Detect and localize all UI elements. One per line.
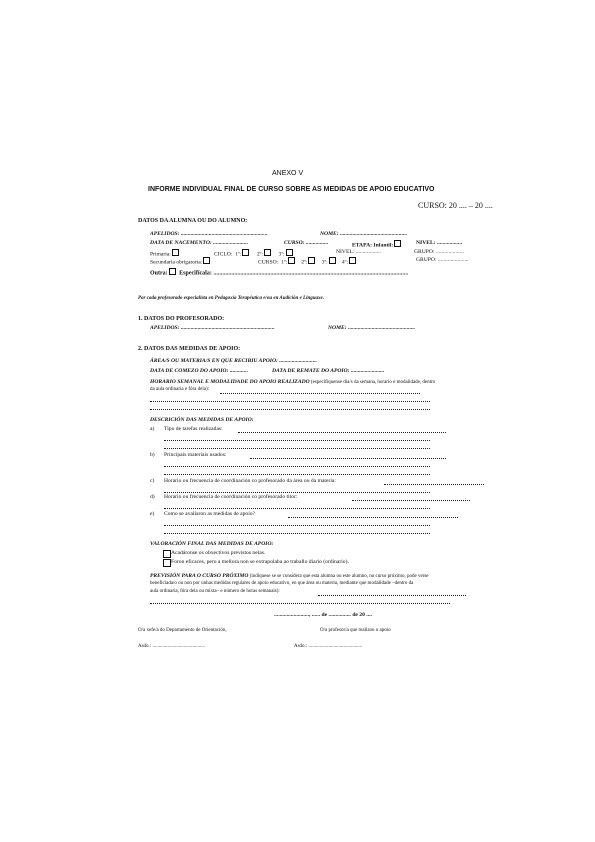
schedule-line-2[interactable] [150,401,430,402]
item-a-label: Tipo de tarefas realizadas: [164,426,223,432]
section1-heading: 1. DATOS DO PROFESORADO: [138,316,225,322]
effective-not-extrapolated-checkbox[interactable] [163,559,171,567]
section2-heading: 2. DATOS DAS MEDIDAS DE APOIO: [138,346,241,352]
orientation-head-signature[interactable]: Asdo.: .......................................... [138,644,205,649]
forecast-note-line2: beneficiada/o ou non por unhas medidas regulares de apoio educativo, en que área ou materia, mediante que modalidade –dentro da [150,581,414,586]
forecast-line-1[interactable] [318,595,466,596]
teacher-apelidos-field[interactable]: APELIDOS: ................................................................... [150,325,275,331]
forecast-line-2[interactable] [150,603,450,604]
ciclo-row: CICLO: 1º: 2º: 3º: [214,249,295,258]
schedule-line-1[interactable] [220,393,420,394]
schedule-note-continued: da aula ordinaria e fóra dela): [150,387,209,392]
primaria-checkbox[interactable] [172,249,179,256]
item-e-line-3[interactable] [164,533,430,534]
student-heading: DATOS DA ALUMNA OU DO ALUMNO: [138,218,248,224]
secundaria-row: Secundaria obrigatoria: [150,257,212,266]
item-e-line-1[interactable] [288,517,458,518]
item-e-line-2[interactable] [164,525,430,526]
schedule-label: HORARIO SEMANAL E MODALIDADE DO APOIO REALIZADO (especifíquense día/s da semana, horario e modalidade, dentro [150,379,436,385]
birth-date-field[interactable]: DATA DE NACEMENTO: ......................... [150,240,249,246]
secundaria-curso-row: CURSO: 1º: 2º: 3º: 4º: [258,257,358,266]
forecast-label: PREVISIÓN PARA O CURSO PRÓXIMO (indíquese se se considera que esta alumna ou este alumno, no curso próximo, pode verse [150,573,429,579]
item-a-line-1[interactable] [238,432,446,433]
student-apelidos-field[interactable]: APELIDOS: .............................................................. [150,231,268,237]
ciclo-2-checkbox[interactable] [264,249,271,256]
item-b-line-2[interactable] [164,466,430,467]
student-curso-field[interactable]: CURSO: ................ [284,240,329,246]
objectives-achieved-checkbox[interactable] [163,550,171,558]
curso-2-checkbox[interactable] [308,257,315,264]
item-d-label: Horario ou frecuencia de coordinación co profesorado titor: [164,494,298,500]
curso-4-checkbox[interactable] [349,257,356,264]
description-heading: DESCRICIÓN DAS MEDIDAS DE APOIO: [150,417,254,423]
item-a-line-2[interactable] [164,440,430,441]
especificala-field[interactable]: Especifícala: .................................................................................................................................. [179,270,409,277]
primaria-nivel-field[interactable]: NIVEL: .................. [336,249,381,255]
item-b-line-1[interactable] [250,458,446,459]
support-end-date-field[interactable]: DATA DE REMATE DO APOIO: ........................ [272,368,385,374]
ciclo-3-checkbox[interactable] [286,249,293,256]
student-nome-field[interactable]: NOME: ................................................ [320,231,408,237]
orientation-head-label: O/a xefe/a do Departamento de Orientación, [138,628,227,633]
item-d-line-2[interactable] [164,508,430,509]
item-c-line-1[interactable] [384,484,484,485]
item-b-letter: b) [150,452,155,458]
secundaria-checkbox[interactable] [203,257,210,264]
annex-label: ANEXO V [272,170,304,177]
curso-1-checkbox[interactable] [288,257,295,264]
secundaria-grupo-field[interactable]: GRUPO: ...................... [416,257,469,263]
curso-3-checkbox[interactable] [329,257,336,264]
schedule-line-3[interactable] [150,409,430,410]
item-b-line-3[interactable] [164,474,430,475]
item-d-line-1[interactable] [352,500,470,501]
support-teacher-label: O/a profesor/a que realizou o apoio [320,628,391,633]
item-c-label: Horario ou frecuencia de coordinación co profesorado da área ou da materia: [164,478,336,484]
item-e-label: Como se avaliaron as medidas de apoio? [164,511,256,517]
item-a-line-3[interactable] [164,448,430,449]
form-title: INFORME INDIVIDUAL FINAL DE CURSO SOBRE AS MEDIDAS DE APOIO EDUCATIVO [148,186,435,193]
infantil-checkbox[interactable] [394,240,401,247]
specialist-note: Por cada profesorado especialista en Pedagoxía Terapéutica e/ou en Audición e Linguaxe. [138,296,325,301]
outra-checkbox[interactable] [169,268,176,275]
primaria-grupo-field[interactable]: GRUPO: .................... [414,249,464,255]
ciclo-1-checkbox[interactable] [242,249,249,256]
etapa-label: ETAPA: Infantil: [352,240,403,249]
item-d-letter: d) [150,494,155,500]
item-c-letter: c) [150,478,155,484]
course-year[interactable]: CURSO: 20 .... – 20 .... [418,201,493,210]
forecast-note-line3: aula ordinaria, fóra dela ou mixta– e número de horas semanais): [150,589,280,594]
primaria-row: Primaria: [150,249,181,258]
support-area-field[interactable]: ÁREA/S OU MATERIA/S EN QUE RECIBIU APOIO: ........................... [150,358,318,364]
support-teacher-signature[interactable]: Asdo.: ........................................... [294,644,363,649]
teacher-nome-field[interactable]: NOME: ................................................ [328,325,416,331]
effective-not-extrapolated-label: Foron eficaces, pero a mellora non se extrapolaba ao traballo diario (ordinario). [171,559,349,565]
infantil-nivel-field[interactable]: NIVEL: .................. [416,240,463,246]
item-a-letter: a) [150,426,155,432]
item-e-letter: e) [150,511,155,517]
outra-row: Outra: Especifícala: .................................................................................................................................. [150,268,408,277]
item-c-line-2[interactable] [164,492,430,493]
place-date-field[interactable]: ........................., ...... de ................ de 20 .... [274,612,372,618]
valuation-heading: VALORACIÓN FINAL DAS MEDIDAS DE APOIO: [150,541,274,547]
support-start-date-field[interactable]: DATA DE COMEZO DO APOIO: ............. [150,368,249,374]
item-b-label: Principais materiais usados: [164,452,227,458]
objectives-achieved-label: Acadáronse os obxectivos previstos nelas. [171,550,266,556]
